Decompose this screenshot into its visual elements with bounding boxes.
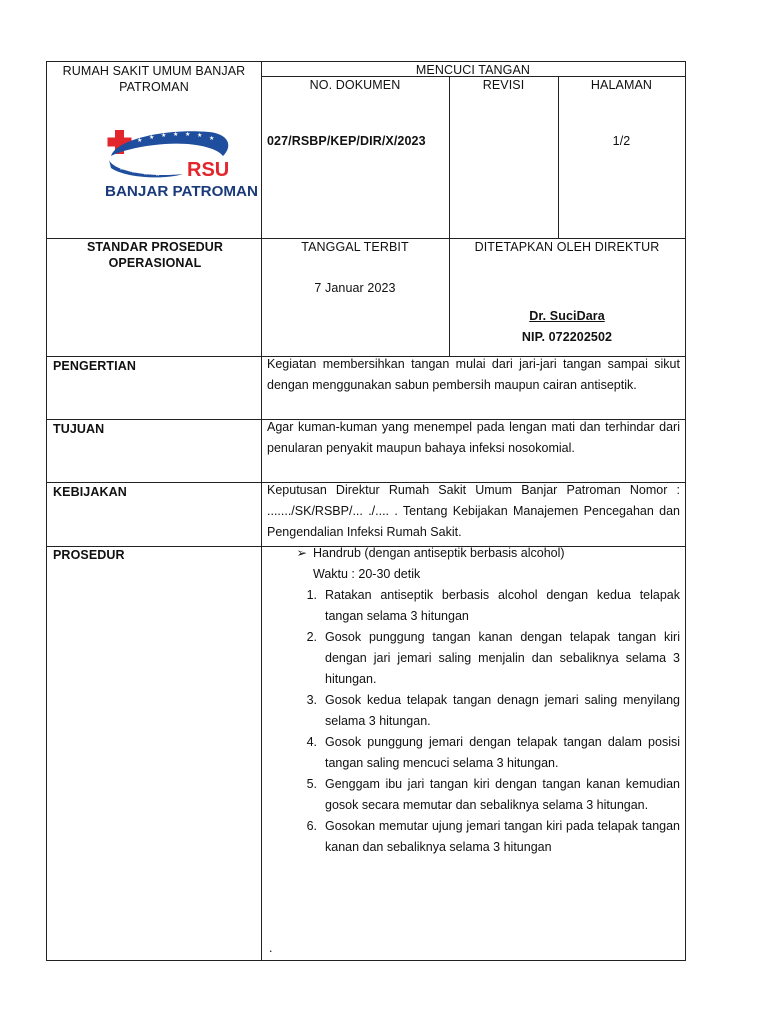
svg-text:★: ★ [143,170,149,177]
step-text: Gosok punggung jemari dengan telapak tangan dalam posisi tangan saling mencuci selama 3 hitungan. [325,735,680,770]
divider [449,76,450,238]
procedure-time: Waktu : 20-30 detik [313,567,421,581]
svg-text:★: ★ [173,131,179,138]
procedure-step [293,627,680,690]
director-name: Dr. SuciDara [529,309,605,323]
procedure-heading: Handrub (dengan antiseptik berbasis alcohol) [313,546,565,560]
step-text: Ratakan antiseptik berbasis alcohol dengan kedua telapak tangan selama 3 hitungan [325,588,680,623]
step-text: Genggam ibu jari tangan kiri dengan tangan kanan kemudian gosok secara memutar dan sebaliknya selama 3 hitungan. [325,777,680,812]
step-text: Gosok kedua telapak tangan denagn jemari saling menyilang selama 3 hitungan. [325,693,680,728]
section-label-tujuan: TUJUAN [53,422,105,436]
section-text-tujuan: Agar kuman-kuman yang menempel pada lengan mati dan terhindar dari penularan penyakit maupun bahaya infeksi nosokomial. [267,420,680,455]
approved-by-label: DITETAPKAN OLEH DIREKTUR [474,240,660,254]
section-label-prosedur: PROSEDUR [53,548,125,562]
hospital-logo [105,124,258,202]
section-label-kebijakan: KEBIJAKAN [53,485,127,499]
document-title: MENCUCI TANGAN [415,63,531,77]
svg-text:★: ★ [137,137,143,144]
svg-text:★: ★ [185,131,191,138]
issue-date-label: TANGGAL TERBIT [301,240,409,254]
step-text: Gosokan memutar ujung jemari tangan kiri pada telapak tangan kanan dan sebaliknya selama 3 hitungan [325,819,680,854]
procedure-body [267,543,680,858]
logo-text-rsu: RSU [187,159,230,181]
director-nip: NIP. 072202502 [521,330,613,344]
divider [558,76,559,238]
sop-document [46,61,686,961]
procedure-heading-row [267,543,680,564]
procedure-step [293,816,680,858]
step-number: 6. [306,819,317,833]
procedure-step [293,732,680,774]
doc-no-label: NO. DOKUMEN [309,78,401,92]
svg-text:★: ★ [197,132,203,139]
logo-text-name: BANJAR PATROMAN [105,183,258,200]
divider [261,62,262,960]
section-text-kebijakan: Keputusan Direktur Rumah Sakit Umum Banjar Patroman Nomor : ......./SK/RSBP/... ./.... . Tentang Kebijakan Manajemen Pencegahan dan Pengendalian Infeksi Rumah Sakit. [267,483,680,539]
procedure-step [293,585,680,627]
procedure-steps [267,585,680,858]
svg-text:★: ★ [155,171,161,178]
section-label-pengertian: PENGERTIAN [53,359,136,373]
section-text-pengertian: Kegiatan membersihkan tangan mulai dari jari-jari tangan sampai sikut dengan menggunakan sabun pembersih maupun cairan antiseptik. [267,357,680,392]
trailing-dot: . [269,941,273,955]
step-number: 2. [306,630,317,644]
svg-text:★: ★ [149,134,155,141]
sop-label: STANDAR PROSEDUR OPERASIONAL [86,240,224,270]
issue-date-value: 7 Januar 2023 [314,281,396,295]
step-text: Gosok punggung tangan kanan dengan telapak tangan kiri dengan jari jemari saling menjalin dan sebaliknya selama 3 hitungan. [325,630,680,686]
svg-text:★: ★ [209,135,215,142]
page-value: 1/2 [612,134,631,148]
hospital-name: RUMAH SAKIT UMUM BANJAR PATROMAN [62,64,246,94]
step-number: 4. [306,735,317,749]
svg-text:★: ★ [119,165,125,172]
step-number: 1. [306,588,317,602]
doc-no-value: 027/RSBP/KEP/DIR/X/2023 [267,134,426,148]
page-label: HALAMAN [590,78,653,92]
svg-text:★: ★ [131,168,137,175]
step-number: 5. [306,777,317,791]
procedure-step [293,774,680,816]
procedure-step [293,690,680,732]
step-number: 3. [306,693,317,707]
svg-text:★: ★ [161,132,167,139]
arrow-bullet-icon: ➢ [296,546,307,560]
revision-label: REVISI [482,78,525,92]
